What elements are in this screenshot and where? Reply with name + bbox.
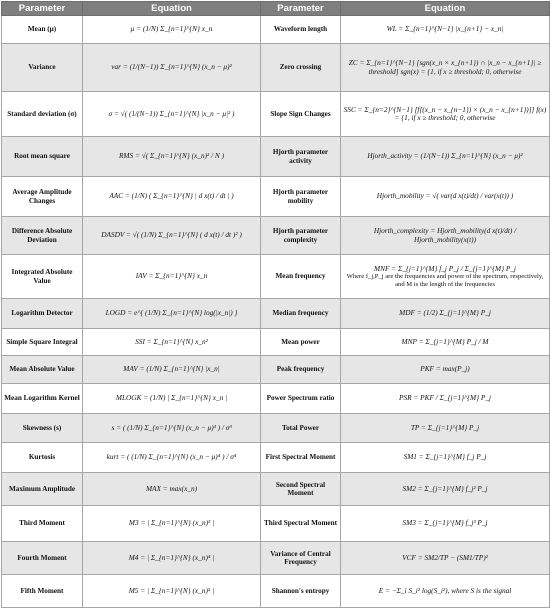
equation: VCF = SM2/TP − (SM1/TP)²	[341, 542, 550, 575]
parameter-name: Power Spectrum ratio	[261, 384, 341, 414]
equation: PKF = max(P_j)	[341, 356, 550, 384]
parameter-name: Third Moment	[2, 506, 83, 542]
table-row	[2, 92, 550, 137]
equation: kurt = ( (1/N) Σ_{n=1}^{N} (x_n − μ)⁴ ) / σ⁴	[83, 443, 261, 473]
parameter-name: Mean frequency	[261, 255, 341, 299]
equation: SSI = Σ_{n=1}^{N} x_n²	[83, 329, 261, 356]
table-row	[2, 329, 550, 356]
equation: PSR = PKF / Σ_{j=1}^{M} P_j	[341, 384, 550, 414]
equation: Hjorth_activity = (1/(N−1)) Σ_{n=1}^{N} (x_n − μ)²	[341, 137, 550, 177]
parameter-name: Shannon's entropy	[261, 575, 341, 608]
table-row	[2, 575, 550, 608]
parameter-name: Hjorth parameter activity	[261, 137, 341, 177]
equation: MNF = Σ_{j=1}^{M} f_j P_j / Σ_{j=1}^{M} P_j	[374, 263, 516, 273]
table-row	[2, 299, 550, 329]
parameter-name: Fourth Moment	[2, 542, 83, 575]
table-row	[2, 506, 550, 542]
equation: RMS = √( Σ_{n=1}^{N} (x_n)² / N )	[83, 137, 261, 177]
parameter-name: Mean power	[261, 329, 341, 356]
equation: μ = (1/N) Σ_{n=1}^{N} x_n	[83, 16, 261, 44]
equation: Hjorth_complexity = Hjorth_mobility(d x(t)/dt) / Hjorth_mobility(x(t))	[341, 217, 550, 255]
parameter-name: Waveform length	[261, 16, 341, 44]
parameter-name: Simple Square Integral	[2, 329, 83, 356]
parameter-name: Hjorth parameter mobility	[261, 177, 341, 217]
table-row	[2, 16, 550, 44]
parameter-name: Logarithm Detector	[2, 299, 83, 329]
parameter-name: Difference Absolute Deviation	[2, 217, 83, 255]
table-row	[2, 443, 550, 473]
parameter-name: Variance of Central Frequency	[261, 542, 341, 575]
parameter-name: Mean (μ)	[2, 16, 83, 44]
parameter-name: Hjorth parameter complexity	[261, 217, 341, 255]
parameter-name: Integrated Absolute Value	[2, 255, 83, 299]
table-row	[2, 473, 550, 506]
equation: E = −Σ_i S_i² log(S_i²), where S is the signal	[341, 575, 550, 608]
equation: ZC = Σ_{n=1}^{N−1} [sgn(x_n × x_{n+1}) ∩ |x_n − x_{n+1}| ≥ threshold] sgn(x) = {1, if x ≥ threshold; 0, otherwise	[341, 44, 550, 92]
header-parameter-2: Parameter	[261, 2, 341, 16]
equation: Hjorth_mobility = √( var(d x(t)/dt) / var(x(t)) )	[341, 177, 550, 217]
equation-with-note	[341, 255, 550, 299]
parameter-name: Fifth Moment	[2, 575, 83, 608]
equation: LOGD = e^{ (1/N) Σ_{n=1}^{N} log(|x_n|) }	[83, 299, 261, 329]
table-row	[2, 356, 550, 384]
equation: SSC = Σ_{n=2}^{N−1} [f[(x_n − x_{n−1}) × (x_n − x_{n+1})]] f(x) = {1, if x ≥ threshold; 0, otherwise	[341, 92, 550, 137]
table-row	[2, 217, 550, 255]
equation: MDF = (1/2) Σ_{j=1}^{M} P_j	[341, 299, 550, 329]
equation: var = (1/(N−1)) Σ_{n=1}^{N} (x_n − μ)²	[83, 44, 261, 92]
table-row	[2, 414, 550, 443]
equation: TP = Σ_{j=1}^{M} P_j	[341, 414, 550, 443]
parameter-name: Standard deviation (σ)	[2, 92, 83, 137]
parameter-name: Variance	[2, 44, 83, 92]
parameter-name: Median frequency	[261, 299, 341, 329]
parameter-name: Kurtosis	[2, 443, 83, 473]
parameter-name: Maximum Amplitude	[2, 473, 83, 506]
parameter-name: Average Amplitude Changes	[2, 177, 83, 217]
equation: M4 = | Σ_{n=1}^{N} (x_n)⁴ |	[83, 542, 261, 575]
equation: MNP = Σ_{j=1}^{M} P_j / M	[341, 329, 550, 356]
parameter-name: First Spectral Moment	[261, 443, 341, 473]
equation: SM1 = Σ_{j=1}^{M} f_j P_j	[341, 443, 550, 473]
header-parameter-1: Parameter	[2, 2, 83, 16]
header-equation-1: Equation	[83, 2, 261, 16]
parameter-name: Zero crossing	[261, 44, 341, 92]
equation-note: Where f_j,P_j are the frequencies and power of the spectrum, respectively, and M is the length of the frequencies	[346, 273, 544, 288]
table-row	[2, 137, 550, 177]
equation: DASDV = √( (1/N) Σ_{n=1}^{N} ( d x(t) / dt )² )	[83, 217, 261, 255]
parameter-name: Total Power	[261, 414, 341, 443]
table-row	[2, 177, 550, 217]
table-header-row	[2, 2, 550, 16]
parameter-name: Peak frequency	[261, 356, 341, 384]
parameter-name: Second Spectral Moment	[261, 473, 341, 506]
table-row	[2, 542, 550, 575]
table-row	[2, 44, 550, 92]
parameter-name: Skewness (s)	[2, 414, 83, 443]
table-row	[2, 255, 550, 299]
header-equation-2: Equation	[341, 2, 550, 16]
equation: σ = √( (1/(N−1)) Σ_{n=1}^{N} |x_n − μ|² )	[83, 92, 261, 137]
equation: MLOGK = (1/N) | Σ_{n=1}^{N} x_n |	[83, 384, 261, 414]
parameter-name: Third Spectral Moment	[261, 506, 341, 542]
equation: AAC = (1/N) ( Σ_{n=1}^{N} | d x(t) / dt | )	[83, 177, 261, 217]
parameter-name: Slope Sign Changes	[261, 92, 341, 137]
equation: SM3 = Σ_{j=1}^{M} f_j³ P_j	[341, 506, 550, 542]
equation: WL = Σ_{n=1}^{N−1} |x_{n+1} − x_n|	[341, 16, 550, 44]
parameter-name: Root mean square	[2, 137, 83, 177]
equation: IAV = Σ_{n=1}^{N} x_n	[83, 255, 261, 299]
parameter-name: Mean Absolute Value	[2, 356, 83, 384]
table-row	[2, 384, 550, 414]
equation: s = ( (1/N) Σ_{n=1}^{N} (x_n − μ)³ ) / σ³	[83, 414, 261, 443]
equation: MAX = max(x_n)	[83, 473, 261, 506]
equation: SM2 = Σ_{j=1}^{M} f_j² P_j	[341, 473, 550, 506]
feature-equation-table	[1, 1, 550, 608]
equation: MAV = (1/N) Σ_{n=1}^{N} |x_n|	[83, 356, 261, 384]
feature-table-page	[1, 1, 549, 608]
parameter-name: Mean Logarithm Kernel	[2, 384, 83, 414]
equation: M3 = | Σ_{n=1}^{N} (x_n)³ |	[83, 506, 261, 542]
equation: M5 = | Σ_{n=1}^{N} (x_n)⁵ |	[83, 575, 261, 608]
